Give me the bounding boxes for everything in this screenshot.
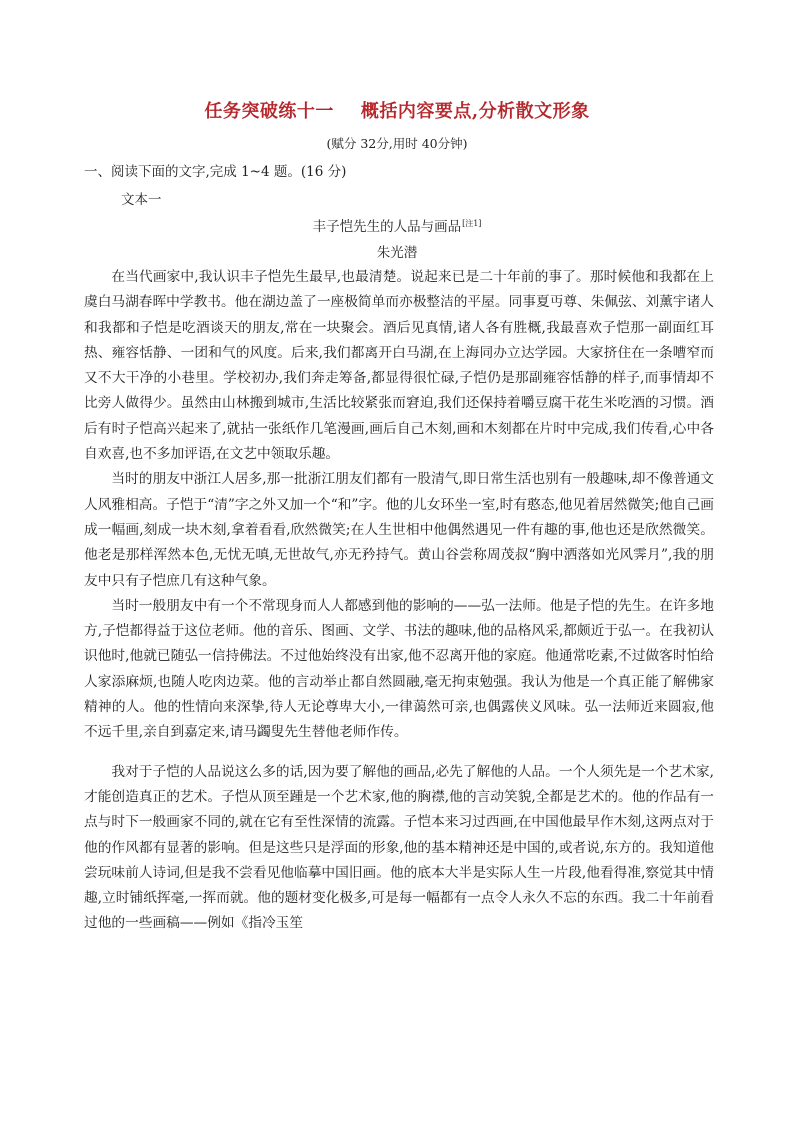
essay-paragraph: 我对于子恺的人品说这么多的话,因为要了解他的画品,必先了解他的人品。一个人须先是一个艺术家,才能创造真正的艺术。子恺从顶至踵是一个艺术家,他的胸襟,他的言动笑貌,全都是艺术的。他的作品有一点与时下一般画家不同的,就在它有至性深情的流露。子恺本来习过西画,在中国他最早作木刻,这两点对于他的作风都有显著的影响。但是这些只是浮面的形象,他的基本精神还是中国的,或者说,东方的。我知道他尝玩味前人诗词,但是我不尝看见他临摹中国旧画。他的底本大半是实际人生一片段,他看得准,察觉其中情趣,立时铺纸挥毫,一挥而就。他的题材变化极多,可是每一幅都有一点令人永久不忘的东西。我二十年前看过他的一些画稿——例如《指冷玉笙 [84, 763, 714, 932]
page-title: 任务突破练十一 概括内容要点,分析散文形象 [204, 101, 590, 122]
score-time-note: (赋分 32分,用时 40分钟) [326, 136, 468, 151]
essay-body [84, 265, 714, 937]
essay-paragraph: 当时一般朋友中有一个不常现身而人人都感到他的影响的——弘一法师。他是子恺的先生。在许多地方,子恺都得益于这位老师。他的音乐、图画、文学、书法的趣味,他的品格风采,都颇近于弘一。在我初认识他时,他就已随弘一信持佛法。不过他始终没有出家,他不忍离开他的家庭。他通常吃素,不过做客时怕给人家添麻烦,也随人吃肉边菜。他的言动举止都自然圆融,毫无拘束勉强。我认为他是一个真正能了解佛家精神的人。他的性情向来深挚,待人无论尊卑大小,一律蔼然可亲,也偶露侠义风味。弘一法师近来圆寂,他不远千里,亲自到嘉定来,请马蠲叟先生替他老师作传。 [84, 597, 714, 741]
essay-paragraph: 当时的朋友中浙江人居多,那一批浙江朋友们都有一股清气,即日常生活也别有一般趣味,却不像普通文人风雅相高。子恺于“清”字之外又加一个“和”字。他的儿女环坐一室,时有憨态,他见着居然微笑;他自己画成一幅画,刻成一块木刻,拿着看看,欣然微笑;在人生世相中他偶然遇见一件有趣的事,他也还是欣然微笑。他老是那样浑然本色,无忧无嗔,无世故气,亦无矜持气。黄山谷尝称周茂叔“胸中洒落如光风霁月”,我的朋友中只有子恺庶几有这种气象。 [84, 471, 714, 589]
question-prompt: 一、阅读下面的文字,完成 1~4 题。(16 分) [84, 164, 347, 180]
essay-title-text: 丰子恺先生的人品与画品 [312, 219, 462, 235]
essay-author: 朱光潜 [376, 245, 418, 261]
essay-title [0, 215, 794, 235]
text-label: 文本一 [121, 192, 162, 208]
essay-title-note: [注1] [462, 218, 482, 228]
essay-paragraph: 在当代画家中,我认识丰子恺先生最早,也最清楚。说起来已是二十年前的事了。那时候他和我都在上虞白马湖春晖中学教书。他在湖边盖了一座极简单而亦极整洁的平屋。同事夏丏尊、朱佩弦、刘薰宇诸人和我都和子恺是吃酒谈天的朋友,常在一块聚会。酒后见真情,诸人各有胜概,我最喜欢子恺那一副面红耳热、雍容恬静、一团和气的风度。后来,我们都离开白马湖,在上海同办立达学园。大家挤住在一条嘈窄而又不大干净的小巷里。学校初办,我们奔走筹备,都显得很忙碌,子恺仍是那副雍容恬静的样子,而事情却不比旁人做得少。虽然由山林搬到城市,生活比较紧张而窘迫,我们还保持着嚼豆腐干花生米吃酒的习惯。酒后有时子恺高兴起来了,就拈一张纸作几笔漫画,画后自己木刻,画和木刻都在片时中完成,我们传看,心中各自欢喜,也不多加评语,在文艺中领取乐趣。 [84, 269, 714, 463]
